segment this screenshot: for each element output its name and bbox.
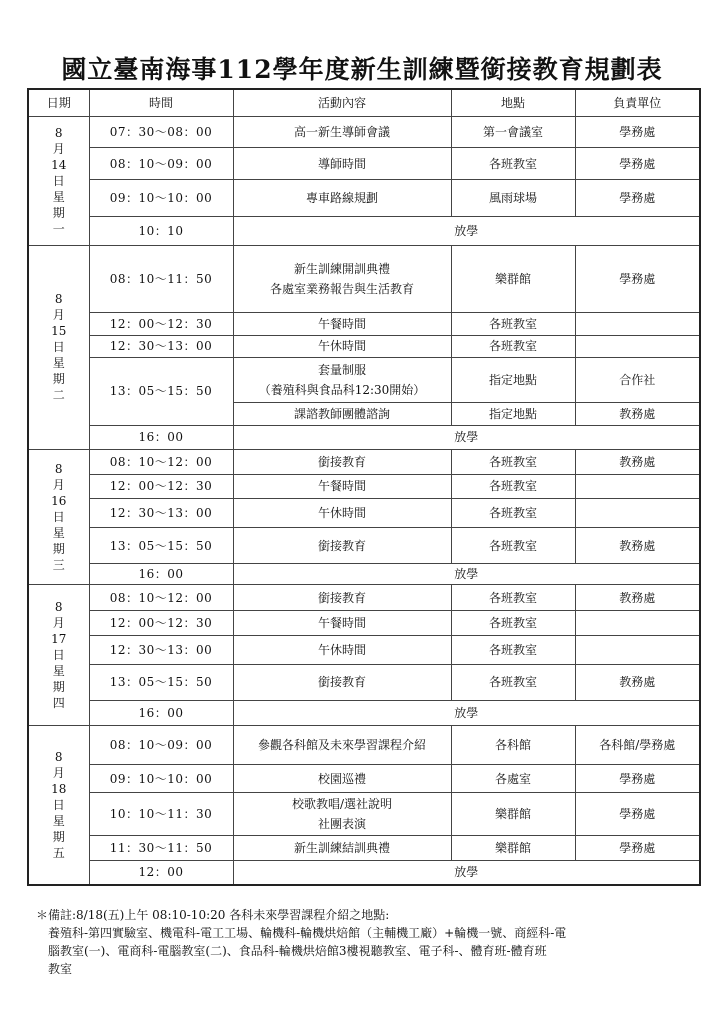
time-cell: 08：10～09：00 xyxy=(89,725,233,764)
table-row xyxy=(28,793,700,836)
date-char: 二 xyxy=(52,388,65,403)
activity-text: 銜接教育 xyxy=(317,454,366,469)
unit-cell: 學務處 xyxy=(575,764,700,793)
unit-cell: 學務處 xyxy=(575,836,700,861)
place-cell: 樂群館 xyxy=(451,836,575,861)
dismiss-row xyxy=(28,425,700,450)
time-cell: 10：10～11：30 xyxy=(89,793,233,836)
time-cell: 12：00～12：30 xyxy=(89,474,233,499)
place-cell: 各班教室 xyxy=(451,313,575,335)
place-cell: 風雨球場 xyxy=(451,180,575,217)
unit-cell xyxy=(575,474,700,499)
date-char: 月 xyxy=(52,141,65,156)
date-cell xyxy=(28,450,89,585)
unit-cell: 各科館/學務處 xyxy=(575,725,700,764)
dismiss-row xyxy=(28,701,700,726)
table-row xyxy=(28,358,700,403)
table-row xyxy=(28,313,700,335)
unit-cell xyxy=(575,611,700,636)
time-cell: 13：05～15：50 xyxy=(89,358,233,425)
place-cell: 各班教室 xyxy=(451,635,575,664)
activity-text: 午休時間 xyxy=(317,505,366,520)
dismiss-time: 16：00 xyxy=(89,564,233,584)
activity-cell xyxy=(233,358,451,403)
date-char: 17 xyxy=(51,631,67,646)
time-cell: 08：10～12：00 xyxy=(89,584,233,611)
time-cell: 09：10～10：00 xyxy=(89,180,233,217)
time-cell: 08：10～12：00 xyxy=(89,450,233,475)
dismiss-text: 放學 xyxy=(233,425,700,450)
date-char: 期 xyxy=(52,372,65,387)
activity-text: 高一新生導師會議 xyxy=(293,124,390,139)
dismiss-time: 16：00 xyxy=(89,701,233,726)
date-cell xyxy=(28,117,89,246)
date-char: 月 xyxy=(52,477,65,492)
activity-text: 午休時間 xyxy=(317,339,366,354)
activity-cell xyxy=(233,611,451,636)
dismiss-text: 放學 xyxy=(233,860,700,885)
header-time: 時間 xyxy=(89,89,233,117)
place-cell: 各班教室 xyxy=(451,664,575,701)
table-row xyxy=(28,635,700,664)
activity-cell xyxy=(233,180,451,217)
unit-cell: 教務處 xyxy=(575,584,700,611)
activity-text: 參觀各科館及未來學習課程介紹 xyxy=(257,737,426,752)
unit-cell: 學務處 xyxy=(575,147,700,180)
date-char: 星 xyxy=(52,663,65,678)
unit-cell: 學務處 xyxy=(575,245,700,312)
activity-cell xyxy=(233,527,451,564)
header-date: 日期 xyxy=(28,89,89,117)
place-cell: 各班教室 xyxy=(451,147,575,180)
time-cell: 12：30～13：00 xyxy=(89,635,233,664)
time-cell: 12：30～13：00 xyxy=(89,335,233,357)
table-row xyxy=(28,245,700,312)
time-cell: 13：05～15：50 xyxy=(89,527,233,564)
activity-cell xyxy=(233,450,451,475)
activity-text: 校園巡禮 xyxy=(317,771,366,786)
time-cell: 08：10～11：50 xyxy=(89,245,233,312)
place-cell: 各科館 xyxy=(451,725,575,764)
activity-text: 套量制服 xyxy=(317,363,366,378)
time-cell: 12：00～12：30 xyxy=(89,313,233,335)
activity-cell xyxy=(233,635,451,664)
date-char: 月 xyxy=(52,615,65,630)
activity-text: 銜接教育 xyxy=(317,675,366,690)
date-char: 星 xyxy=(52,525,65,540)
date-char: 日 xyxy=(52,173,65,188)
date-char: 一 xyxy=(52,221,65,236)
dismiss-text: 放學 xyxy=(233,217,700,246)
date-char: 期 xyxy=(52,205,65,220)
activity-cell xyxy=(233,474,451,499)
date-char: 8 xyxy=(54,292,63,307)
activity-text: 銜接教育 xyxy=(317,538,366,553)
activity-text: 社團表演 xyxy=(317,817,366,832)
place-cell: 樂群館 xyxy=(451,245,575,312)
date-char: 18 xyxy=(51,781,67,796)
place-cell: 樂群館 xyxy=(451,793,575,836)
unit-cell: 教務處 xyxy=(575,527,700,564)
activity-cell xyxy=(233,147,451,180)
table-row xyxy=(28,450,700,475)
place-cell: 各班教室 xyxy=(451,474,575,499)
date-char: 15 xyxy=(51,324,67,339)
activity-cell xyxy=(233,664,451,701)
header-activity: 活動內容 xyxy=(233,89,451,117)
date-char: 期 xyxy=(52,679,65,694)
activity-cell xyxy=(233,499,451,528)
time-cell: 11：30～11：50 xyxy=(89,836,233,861)
schedule-body xyxy=(28,117,700,886)
unit-cell: 教務處 xyxy=(575,450,700,475)
activity-text: 新生訓練開訓典禮 xyxy=(293,261,390,276)
table-row xyxy=(28,180,700,217)
dismiss-row xyxy=(28,860,700,885)
date-cell xyxy=(28,584,89,725)
unit-cell: 合作社 xyxy=(575,358,700,403)
date-cell xyxy=(28,725,89,885)
schedule-table xyxy=(27,88,701,886)
note-line: 教室 xyxy=(48,962,73,976)
activity-text: （養殖科與食品科12:30開始） xyxy=(258,383,426,398)
header-place: 地點 xyxy=(451,89,575,117)
dismiss-row xyxy=(28,217,700,246)
table-row xyxy=(28,117,700,148)
date-char: 四 xyxy=(52,695,65,710)
place-cell: 各班教室 xyxy=(451,450,575,475)
place-cell: 指定地點 xyxy=(451,403,575,425)
table-row xyxy=(28,147,700,180)
date-char: 8 xyxy=(54,125,63,140)
date-char: 16 xyxy=(51,493,67,508)
activity-cell xyxy=(233,793,451,836)
unit-cell: 教務處 xyxy=(575,664,700,701)
date-char: 星 xyxy=(52,356,65,371)
date-char: 五 xyxy=(52,845,65,860)
table-row xyxy=(28,764,700,793)
place-cell: 各班教室 xyxy=(451,335,575,357)
place-cell: 各班教室 xyxy=(451,611,575,636)
table-row xyxy=(28,474,700,499)
activity-text: 導師時間 xyxy=(317,156,366,171)
date-cell xyxy=(28,245,89,449)
activity-cell xyxy=(233,836,451,861)
activity-cell xyxy=(233,764,451,793)
place-cell: 第一會議室 xyxy=(451,117,575,148)
activity-text: 新生訓練結訓典禮 xyxy=(293,840,390,855)
header-unit: 負責單位 xyxy=(575,89,700,117)
date-char: 三 xyxy=(52,557,65,572)
unit-cell xyxy=(575,499,700,528)
note-line: 養殖科-第四實驗室、機電科-電工工場、輪機科-輪機烘焙館（主輔機工廠）+輪機一號、商經科-電 xyxy=(48,926,567,940)
page-title: 國立臺南海事112學年度新生訓練暨銜接教育規劃表 xyxy=(61,55,663,84)
unit-cell: 學務處 xyxy=(575,117,700,148)
place-cell: 各班教室 xyxy=(451,527,575,564)
footnote xyxy=(36,906,696,978)
activity-text: 課諮教師團體諮詢 xyxy=(293,406,390,421)
unit-cell xyxy=(575,635,700,664)
date-char: 星 xyxy=(52,189,65,204)
date-char: 月 xyxy=(52,308,65,323)
date-char: 星 xyxy=(52,813,65,828)
table-row xyxy=(28,725,700,764)
activity-text: 校歌教唱/選社說明 xyxy=(291,797,393,812)
note-line: 腦教室(一)、電商科-電腦教室(二)、食品科-輪機烘焙館3樓視聽教室、電子科-、體育班-體育班 xyxy=(48,944,547,958)
dismiss-time: 10：10 xyxy=(89,217,233,246)
activity-text: 銜接教育 xyxy=(317,590,366,605)
table-row xyxy=(28,527,700,564)
activity-cell xyxy=(233,584,451,611)
time-cell: 09：10～10：00 xyxy=(89,764,233,793)
dismiss-row xyxy=(28,564,700,584)
date-char: 月 xyxy=(52,765,65,780)
dismiss-time: 12：00 xyxy=(89,860,233,885)
dismiss-text: 放學 xyxy=(233,701,700,726)
date-char: 日 xyxy=(52,340,65,355)
date-char: 期 xyxy=(52,829,65,844)
date-char: 日 xyxy=(52,797,65,812)
table-row xyxy=(28,836,700,861)
activity-text: 午餐時間 xyxy=(317,616,366,631)
place-cell: 各班教室 xyxy=(451,499,575,528)
table-row xyxy=(28,499,700,528)
activity-cell xyxy=(233,313,451,335)
unit-cell: 教務處 xyxy=(575,403,700,425)
table-row xyxy=(28,335,700,357)
date-char: 8 xyxy=(54,749,63,764)
time-cell: 13：05～15：50 xyxy=(89,664,233,701)
header-row xyxy=(28,89,700,117)
note-line: ＊備註:8/18(五)上午 08:10-10:20 各科未來學習課程介紹之地點: xyxy=(36,908,390,922)
date-char: 期 xyxy=(52,541,65,556)
activity-text: 各處室業務報告與生活教育 xyxy=(269,281,414,296)
date-char: 日 xyxy=(52,509,65,524)
place-cell: 各處室 xyxy=(451,764,575,793)
time-cell: 12：30～13：00 xyxy=(89,499,233,528)
activity-text: 午休時間 xyxy=(317,642,366,657)
unit-cell xyxy=(575,335,700,357)
activity-cell xyxy=(233,245,451,312)
activity-text: 專車路線規劃 xyxy=(305,191,378,206)
place-cell: 指定地點 xyxy=(451,358,575,403)
dismiss-time: 16：00 xyxy=(89,425,233,450)
date-char: 14 xyxy=(51,157,67,172)
date-char: 日 xyxy=(52,647,65,662)
unit-cell: 學務處 xyxy=(575,793,700,836)
activity-cell xyxy=(233,117,451,148)
activity-cell xyxy=(233,725,451,764)
date-char: 8 xyxy=(54,461,63,476)
activity-text: 午餐時間 xyxy=(317,316,366,331)
table-row xyxy=(28,611,700,636)
activity-text: 午餐時間 xyxy=(317,479,366,494)
activity-cell xyxy=(233,403,451,425)
time-cell: 08：10～09：00 xyxy=(89,147,233,180)
activity-cell xyxy=(233,335,451,357)
time-cell: 12：00～12：30 xyxy=(89,611,233,636)
place-cell: 各班教室 xyxy=(451,584,575,611)
date-char: 8 xyxy=(54,599,63,614)
unit-cell xyxy=(575,313,700,335)
table-row xyxy=(28,664,700,701)
time-cell: 07：30～08：00 xyxy=(89,117,233,148)
unit-cell: 學務處 xyxy=(575,180,700,217)
table-row xyxy=(28,584,700,611)
dismiss-text: 放學 xyxy=(233,564,700,584)
